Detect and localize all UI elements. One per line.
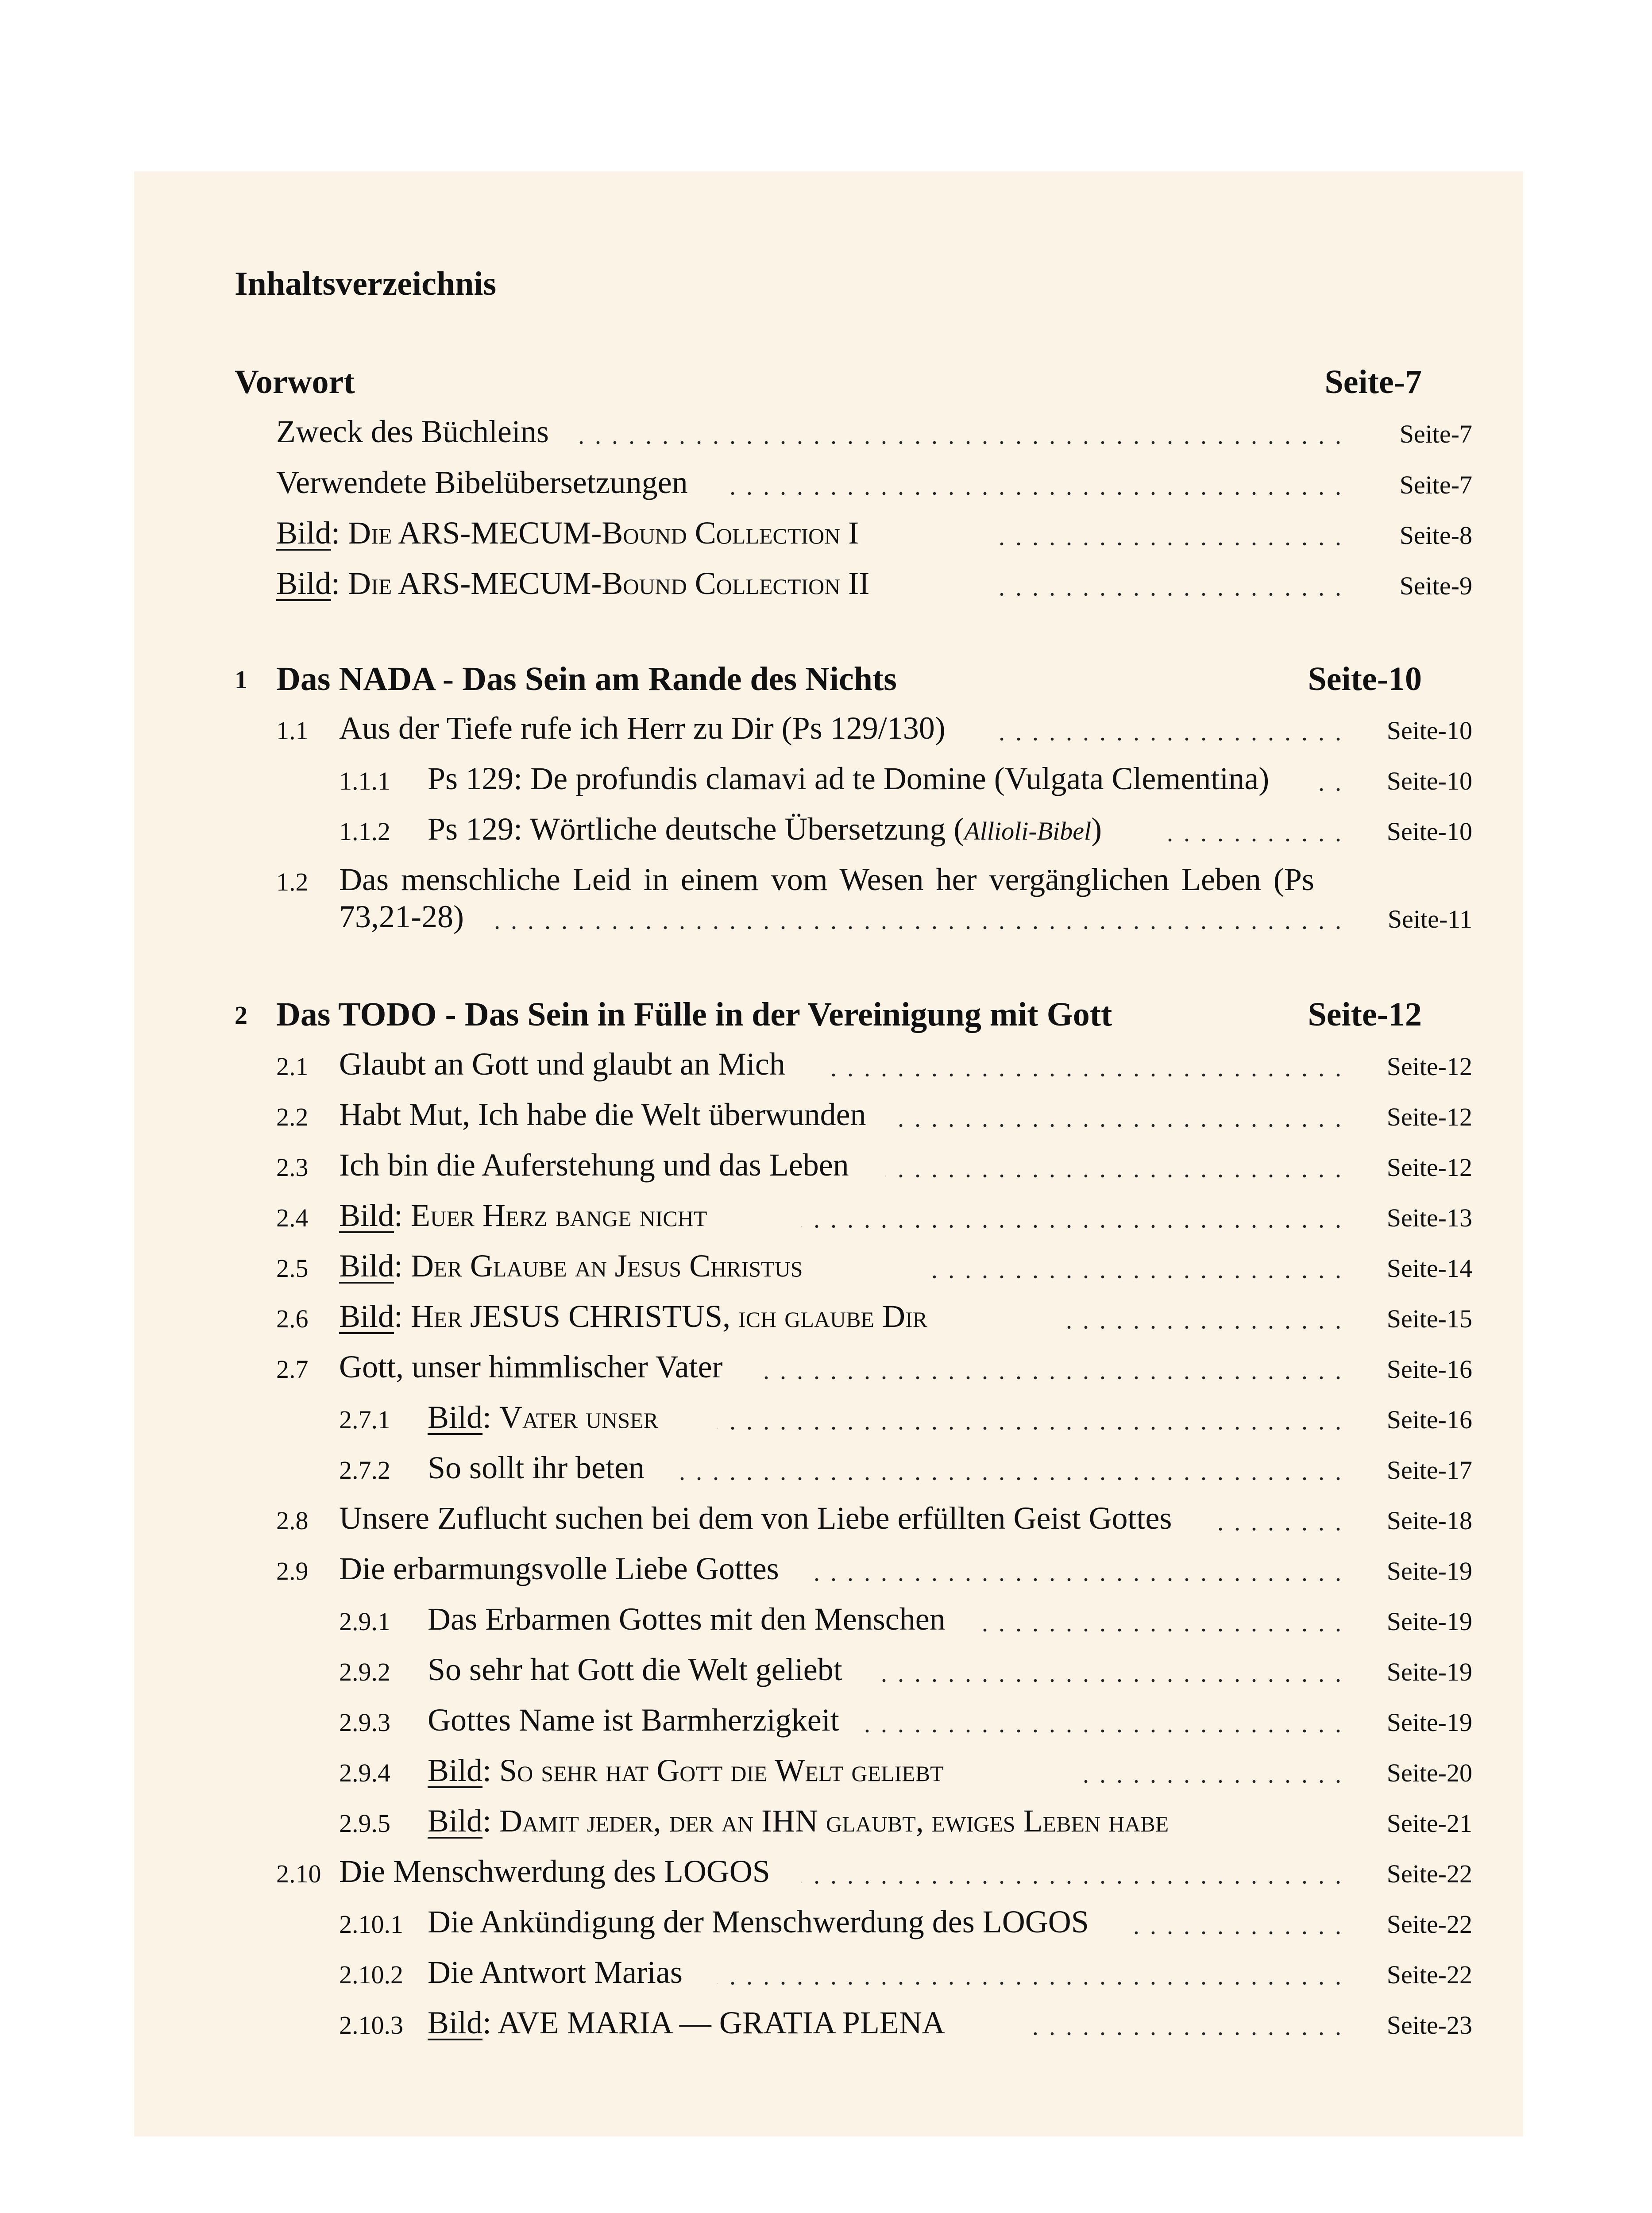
chapter-title[interactable]: Das NADA - Das Sein am Rande des Nichts <box>276 660 897 698</box>
toc-entry-text[interactable]: Die erbarmungsvolle Liebe Gottes <box>339 1551 779 1586</box>
dot-leader <box>1023 2032 1347 2036</box>
dot-leader <box>575 440 1347 445</box>
dot-leader <box>885 1174 1347 1178</box>
toc-entry-text[interactable] <box>428 811 1102 848</box>
dot-leader <box>828 1073 1347 1077</box>
toc-entry-image[interactable]: Bild: AVE MARIA — GRATIA PLENA <box>428 2005 945 2040</box>
entry-number: 2.9.5 <box>339 1809 390 1838</box>
entry-number: 2.10 <box>276 1859 321 1888</box>
entry-number: 2.9 <box>276 1557 309 1585</box>
dot-leader <box>753 1376 1347 1380</box>
toc-entry-page[interactable]: Seite-9 <box>1399 571 1472 600</box>
toc-entry-page[interactable]: Seite-19 <box>1386 1607 1472 1636</box>
dot-leader <box>1160 838 1347 842</box>
entry-number: 2.7 <box>276 1355 309 1384</box>
toc-entry-page[interactable]: Seite-17 <box>1386 1456 1472 1484</box>
toc-entry-page[interactable]: Seite-19 <box>1386 1708 1472 1737</box>
entry-number: 2.6 <box>276 1304 309 1333</box>
toc-entry-text[interactable]: Ps 129: De profundis clamavi ad te Domine (Vulgata Clementina) <box>428 761 1270 796</box>
chapter-page[interactable]: Seite-12 <box>1308 996 1422 1033</box>
image-caption: Die ARS-MECUM-Bound Collection II <box>348 566 870 601</box>
toc-entry-page[interactable]: Seite-20 <box>1386 1758 1472 1787</box>
image-caption: Der Glaube an Jesus Christus <box>411 1248 803 1284</box>
dot-leader <box>801 1224 1347 1229</box>
dot-leader <box>1062 1325 1347 1330</box>
bild-link[interactable]: Bild <box>428 1400 483 1435</box>
toc-entry-page[interactable]: Seite-16 <box>1386 1355 1472 1384</box>
image-caption: Her JESUS CHRISTUS, ich glaube Dir <box>411 1299 927 1334</box>
dot-leader <box>487 925 1347 930</box>
entry-text-part: ) <box>1091 811 1102 847</box>
entry-number: 2.7.1 <box>339 1405 390 1434</box>
toc-entry-text[interactable]: Verwendete Bibelübersetzungen <box>276 465 688 500</box>
dot-leader <box>1129 1931 1347 1935</box>
toc-entry-text[interactable]: So sollt ihr beten <box>428 1450 645 1485</box>
toc-entry-page[interactable]: Seite-12 <box>1386 1052 1472 1081</box>
bild-link[interactable]: Bild <box>428 1803 483 1839</box>
chapter-page[interactable]: Seite-10 <box>1308 660 1422 698</box>
entry-number: 1.1.2 <box>339 817 390 846</box>
bild-link[interactable]: Bild <box>428 2005 483 2040</box>
entry-number: 2.4 <box>276 1203 309 1232</box>
toc-entry-page[interactable]: Seite-10 <box>1386 767 1472 795</box>
toc-entry-text[interactable]: So sehr hat Gott die Welt geliebt <box>428 1652 842 1687</box>
toc-entry-image[interactable]: Bild: Die ARS-MECUM-Bound Collection II <box>276 566 870 601</box>
dot-leader <box>1217 1527 1347 1531</box>
chapter-number: 2 <box>235 1001 247 1029</box>
vorwort-title[interactable]: Vorwort <box>235 363 355 401</box>
toc-entry-page[interactable]: Seite-16 <box>1386 1405 1472 1434</box>
entry-number: 1.2 <box>276 867 309 896</box>
toc-entry-page[interactable]: Seite-7 <box>1399 470 1472 499</box>
toc-entry-text[interactable]: Aus der Tiefe rufe ich Herr zu Dir (Ps 129/130) <box>339 710 946 746</box>
bild-link[interactable]: Bild <box>276 566 332 601</box>
toc-entry-text[interactable]: Das Erbarmen Gottes mit den Menschen <box>428 1601 946 1637</box>
dot-leader <box>992 737 1347 741</box>
entry-number: 2.9.4 <box>339 1758 390 1787</box>
entry-number: 2.2 <box>276 1103 309 1131</box>
toc-entry-page[interactable]: Seite-12 <box>1386 1153 1472 1182</box>
toc-entry-page[interactable]: Seite-22 <box>1386 1910 1472 1939</box>
entry-number: 2.1 <box>276 1052 309 1081</box>
entry-number: 2.3 <box>276 1153 309 1182</box>
entry-number: 2.9.2 <box>339 1658 390 1686</box>
entry-number: 2.10.2 <box>339 1960 403 1989</box>
entry-number: 2.5 <box>276 1254 309 1283</box>
toc-entry-page[interactable]: Seite-21 <box>1386 1809 1472 1838</box>
image-caption: AVE MARIA — GRATIA PLENA <box>498 2005 945 2040</box>
entry-number: 2.8 <box>276 1506 309 1535</box>
toc-entry-image[interactable]: Bild: So sehr hat Gott die Welt geliebt <box>428 1753 944 1788</box>
toc-entry-text[interactable]: Habt Mut, Ich habe die Welt überwunden <box>339 1097 866 1132</box>
vorwort-page[interactable]: Seite-7 <box>1324 363 1422 401</box>
dot-leader <box>925 1275 1347 1279</box>
dot-leader <box>899 1123 1347 1128</box>
image-caption: Die ARS-MECUM-Bound Collection I <box>348 515 859 551</box>
toc-entry-page[interactable]: Seite-10 <box>1386 817 1472 846</box>
dot-leader <box>1317 787 1347 792</box>
dot-leader <box>881 1678 1347 1683</box>
image-caption: Euer Herz bange nicht <box>411 1198 707 1233</box>
dot-leader <box>717 1426 1347 1430</box>
dot-leader <box>983 1628 1347 1632</box>
entry-number: 1.1 <box>276 716 309 745</box>
bild-link[interactable]: Bild <box>339 1299 394 1334</box>
toc-entry-page[interactable]: Seite-19 <box>1386 1557 1472 1585</box>
dot-leader <box>992 592 1347 597</box>
toc-entry-page[interactable]: Seite-22 <box>1386 1960 1472 1989</box>
toc-entry-page[interactable]: Seite-23 <box>1386 2011 1472 2040</box>
bible-name: Allioli-Bibel <box>964 817 1092 845</box>
image-caption: So sehr hat Gott die Welt geliebt <box>499 1753 944 1788</box>
chapter-title[interactable]: Das TODO - Das Sein in Fülle in der Vereinigung mit Gott <box>276 996 1112 1033</box>
entry-number: 2.7.2 <box>339 1456 390 1484</box>
toc-entry-text[interactable]: Zweck des Büchleins <box>276 414 549 449</box>
toc-entry-page[interactable]: Seite-22 <box>1386 1859 1472 1888</box>
toc-entry-page[interactable]: Seite-19 <box>1386 1658 1472 1686</box>
dot-leader <box>1071 1779 1347 1784</box>
entry-number: 2.10.3 <box>339 2011 403 2040</box>
image-caption: Damit jeder, der an IHN glaubt, ewiges Leben habe <box>499 1803 1169 1839</box>
toc-entry-text[interactable]: Die Antwort Marias <box>428 1955 683 1990</box>
entry-number: 2.9.3 <box>339 1708 390 1737</box>
toc-entry-text[interactable]: Ich bin die Auferstehung und das Leben <box>339 1147 849 1183</box>
toc-entry-image[interactable]: Bild: Vater unser <box>428 1400 658 1435</box>
bild-link[interactable]: Bild <box>339 1248 394 1284</box>
dot-leader <box>801 1880 1347 1885</box>
toc-entry-text[interactable]: Gott, unser himmlischer Vater <box>339 1349 723 1384</box>
toc-entry-page[interactable]: Seite-8 <box>1399 521 1472 550</box>
toc-entry-page[interactable]: Seite-10 <box>1386 716 1472 745</box>
toc-entry-text[interactable]: 73,21-28) <box>339 899 464 934</box>
toc-entry-image[interactable]: Bild: Her JESUS CHRISTUS, ich glaube Dir <box>339 1299 927 1334</box>
toc-entry-text[interactable]: Unsere Zuflucht suchen bei dem von Liebe erfüllten Geist Gottes <box>339 1500 1172 1536</box>
toc-entry-image[interactable]: Bild: Die ARS-MECUM-Bound Collection I <box>276 515 859 551</box>
toc-entry-page[interactable]: Seite-15 <box>1386 1304 1472 1333</box>
dot-leader <box>668 1477 1347 1481</box>
entry-number: 1.1.1 <box>339 767 390 795</box>
toc-title: Inhaltsverzeichnis <box>235 265 497 302</box>
chapter-number: 1 <box>235 665 247 694</box>
toc-entry-page[interactable]: Seite-12 <box>1386 1103 1472 1131</box>
toc-entry-text[interactable]: Glaubt an Gott und glaubt an Mich <box>339 1046 785 1082</box>
image-caption: Vater unser <box>499 1400 658 1435</box>
toc-entry-page[interactable]: Seite-7 <box>1399 420 1472 448</box>
dot-leader <box>722 491 1347 496</box>
dot-leader <box>863 1729 1347 1733</box>
entry-number: 2.10.1 <box>339 1910 403 1939</box>
entry-text-part: Ps 129: Wörtliche deutsche Übersetzung ( <box>428 811 965 847</box>
bild-link[interactable]: Bild <box>428 1753 483 1788</box>
dot-leader <box>814 1577 1347 1582</box>
toc-entry-page[interactable]: Seite-13 <box>1386 1203 1472 1232</box>
toc-entry-image[interactable]: Bild: Damit jeder, der an IHN glaubt, ewiges Leben habe <box>428 1803 1169 1839</box>
toc-entry-text[interactable]: Die Menschwerdung des LOGOS <box>339 1854 770 1889</box>
toc-entry-image[interactable]: Bild: Der Glaube an Jesus Christus <box>339 1248 803 1284</box>
entry-number: 2.9.1 <box>339 1607 390 1636</box>
toc-entry-text[interactable]: Die Ankündigung der Menschwerdung des LOGOS <box>428 1904 1089 1939</box>
toc-entry-text[interactable]: Das menschliche Leid in einem vom Wesen her vergänglichen Leben (Ps <box>339 862 1314 897</box>
toc-entry-page[interactable]: Seite-14 <box>1386 1254 1472 1283</box>
bild-link[interactable]: Bild <box>339 1198 394 1233</box>
dot-leader <box>717 1981 1347 1986</box>
toc-entry-image[interactable]: Bild: Euer Herz bange nicht <box>339 1198 707 1233</box>
toc-entry-text[interactable]: Gottes Name ist Barmherzigkeit <box>428 1702 839 1738</box>
toc-entry-page[interactable]: Seite-11 <box>1387 905 1472 933</box>
toc-entry-page[interactable]: Seite-18 <box>1386 1506 1472 1535</box>
dot-leader <box>992 542 1347 546</box>
bild-link[interactable]: Bild <box>276 515 332 551</box>
